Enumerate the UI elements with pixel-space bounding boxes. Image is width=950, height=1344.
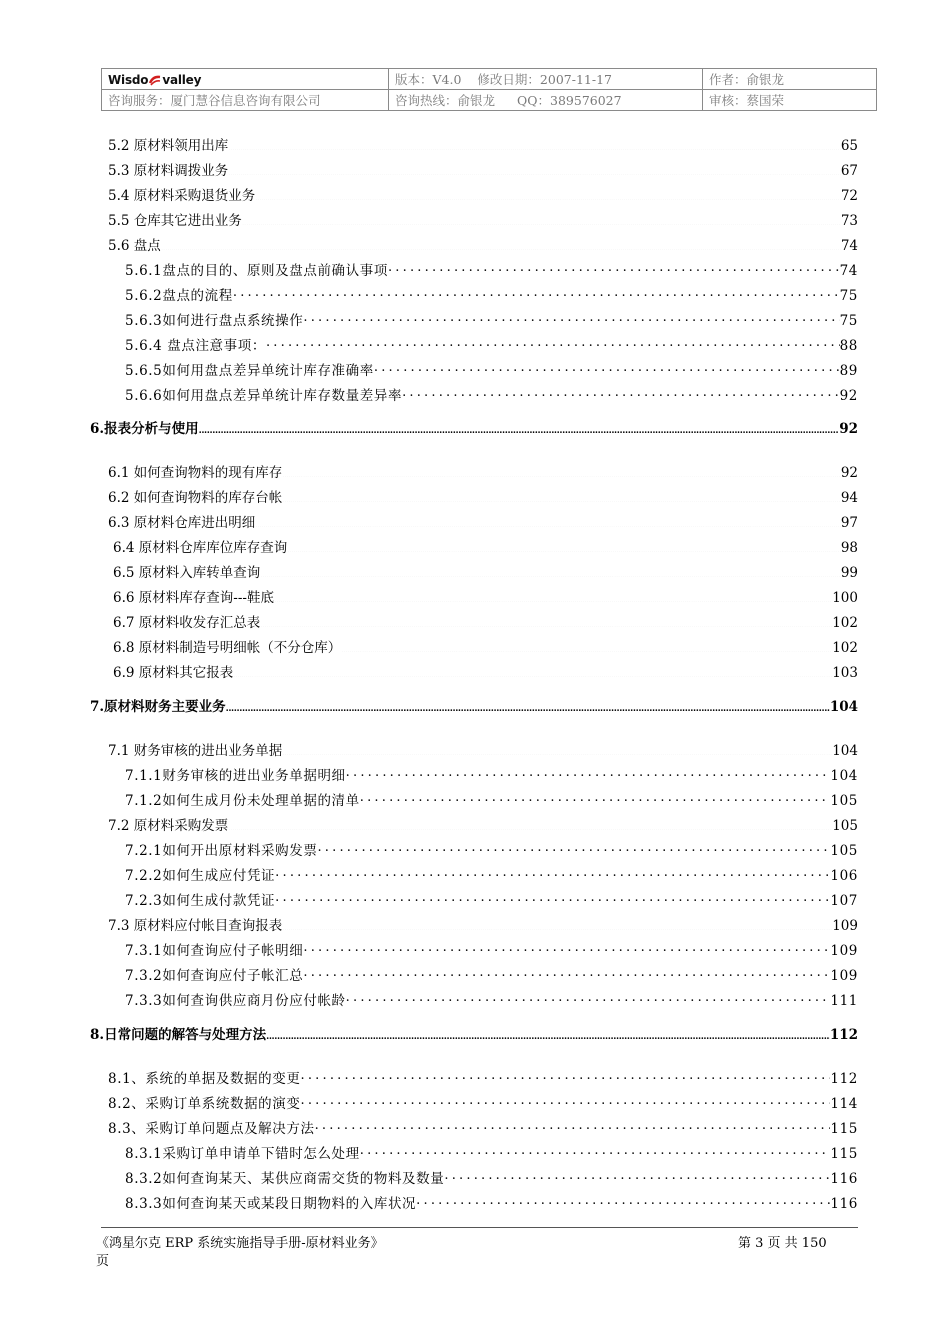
toc-dot-leader bbox=[266, 1027, 830, 1039]
toc-entry-page: 99 bbox=[840, 565, 858, 581]
toc-entry-title: 5.6.4 盘点注意事项： bbox=[125, 338, 266, 354]
footer-page-info: 第 3 页 共 150 bbox=[738, 1236, 827, 1251]
toc-entry[interactable] bbox=[108, 159, 858, 179]
toc-entry[interactable] bbox=[113, 536, 858, 556]
toc-entry[interactable] bbox=[125, 334, 858, 354]
toc-entry[interactable] bbox=[125, 309, 858, 329]
toc-entry[interactable] bbox=[90, 417, 858, 437]
toc-entry-page: 105 bbox=[832, 818, 858, 834]
toc-entry-title: 7.1 财务审核的进出业务单据 bbox=[108, 743, 283, 759]
toc-entry-title: 5.6.5如何用盘点差异单统计库存准确率 bbox=[125, 363, 374, 379]
reviewer-text: 审核：蔡国荣 bbox=[709, 93, 785, 108]
toc-entry[interactable] bbox=[113, 586, 858, 606]
toc-entry-page: 75 bbox=[839, 313, 858, 329]
toc-entry-page: 74 bbox=[840, 238, 858, 254]
toc-entry[interactable] bbox=[125, 964, 858, 984]
toc-entry-page: 116 bbox=[830, 1171, 858, 1187]
toc-dot-leader bbox=[360, 1146, 831, 1158]
toc-dot-leader bbox=[287, 540, 841, 552]
toc-entry-page: 115 bbox=[830, 1146, 858, 1162]
toc-dot-leader bbox=[303, 313, 839, 325]
footer-doc-title: 《鸿星尔克 ERP 系统实施指导手册-原材料业务》 bbox=[96, 1236, 384, 1251]
toc-entry-page: 116 bbox=[830, 1196, 858, 1212]
toc-entry-page: 104 bbox=[830, 768, 858, 784]
toc-entry-page: 89 bbox=[839, 363, 858, 379]
toc-dot-leader bbox=[275, 868, 830, 880]
version-text: 版本：V4.0 bbox=[395, 72, 462, 87]
wisdovalley-logo bbox=[108, 73, 201, 87]
toc-entry-title: 5.3 原材料调拨业务 bbox=[108, 163, 229, 179]
toc-dot-leader bbox=[266, 338, 840, 350]
toc-entry-title: 7.2.1如何开出原材料采购发票 bbox=[125, 843, 318, 859]
toc-entry[interactable] bbox=[125, 764, 858, 784]
toc-entry[interactable] bbox=[113, 611, 858, 631]
toc-entry-page: 102 bbox=[832, 640, 858, 656]
toc-entry[interactable] bbox=[108, 739, 858, 759]
toc-dot-leader bbox=[260, 565, 841, 577]
toc-entry-title: 8.3、采购订单问题点及解决方法 bbox=[108, 1121, 315, 1137]
toc-entry-title: 6.5 原材料入库转单查询 bbox=[113, 565, 261, 581]
qq-text: QQ：389576027 bbox=[517, 93, 622, 108]
toc-entry-page: 75 bbox=[839, 288, 858, 304]
toc-entry-page: 102 bbox=[832, 615, 858, 631]
toc-entry-page: 104 bbox=[829, 699, 858, 715]
author-text: 作者：俞银龙 bbox=[709, 72, 785, 87]
toc-entry[interactable] bbox=[113, 636, 858, 656]
toc-entry-page: 88 bbox=[839, 338, 858, 354]
toc-entry-title: 6.7 原材料收发存汇总表 bbox=[113, 615, 261, 631]
toc-entry-title: 5.2 原材料领用出库 bbox=[108, 138, 229, 154]
toc-entry-page: 67 bbox=[840, 163, 858, 179]
header-reviewer-cell bbox=[703, 90, 877, 111]
toc-entry[interactable] bbox=[108, 511, 858, 531]
toc-entry-title: 6.8 原材料制造号明细帐（不分仓库） bbox=[113, 640, 342, 656]
toc-entry-page: 104 bbox=[832, 743, 858, 759]
toc-entry-page: 92 bbox=[839, 421, 858, 437]
toc-dot-leader bbox=[242, 213, 841, 225]
toc-dot-leader bbox=[341, 640, 832, 652]
toc-entry-title: 5.6.6如何用盘点差异单统计库存数量差异率 bbox=[125, 388, 403, 404]
toc-entry[interactable] bbox=[113, 661, 858, 681]
toc-entry[interactable] bbox=[125, 864, 858, 884]
toc-entry-page: 106 bbox=[830, 868, 858, 884]
modified-date-text: 修改日期：2007-11-17 bbox=[477, 72, 612, 87]
header-version-cell bbox=[389, 69, 703, 90]
toc-dot-leader bbox=[360, 793, 831, 805]
toc-entry[interactable] bbox=[125, 1192, 858, 1212]
toc-entry-page: 98 bbox=[840, 540, 858, 556]
toc-entry[interactable] bbox=[125, 789, 858, 809]
toc-dot-leader bbox=[275, 893, 830, 905]
toc-dot-leader bbox=[315, 1121, 831, 1133]
toc-dot-leader bbox=[282, 465, 841, 477]
header-service-cell bbox=[102, 90, 389, 111]
toc-dot-leader bbox=[346, 768, 831, 780]
toc-entry-page: 107 bbox=[830, 893, 858, 909]
toc-entry-title: 6.1 如何查询物料的现有库存 bbox=[108, 465, 283, 481]
toc-entry[interactable] bbox=[90, 1023, 858, 1043]
toc-entry-title: 7.3.2如何查询应付子帐汇总 bbox=[125, 968, 304, 984]
toc-dot-leader bbox=[255, 515, 841, 527]
toc-dot-leader bbox=[317, 843, 830, 855]
toc-dot-leader bbox=[282, 918, 832, 930]
toc-entry-title: 5.6 盘点 bbox=[108, 238, 161, 254]
toc-entry[interactable] bbox=[125, 359, 858, 379]
toc-dot-leader bbox=[233, 665, 832, 677]
toc-entry[interactable] bbox=[108, 1117, 858, 1137]
toc-dot-leader bbox=[161, 238, 841, 250]
toc-entry-page: 112 bbox=[830, 1071, 858, 1087]
toc-entry-page: 92 bbox=[839, 388, 858, 404]
toc-dot-leader bbox=[255, 188, 841, 200]
toc-entry[interactable] bbox=[108, 814, 858, 834]
toc-entry[interactable] bbox=[108, 1067, 858, 1087]
footer-page-suffix: 页 bbox=[96, 1254, 110, 1269]
toc-entry-title: 8.3.2如何查询某天、某供应商需交货的物料及数量 bbox=[125, 1171, 445, 1187]
toc-entry-page: 114 bbox=[830, 1096, 858, 1112]
toc-entry-page: 65 bbox=[840, 138, 858, 154]
logo-text-left: Wisdo bbox=[108, 72, 149, 87]
toc-entry-page: 97 bbox=[840, 515, 858, 531]
header-hotline-cell bbox=[389, 90, 703, 111]
toc-entry[interactable] bbox=[108, 209, 858, 229]
toc-entry-page: 74 bbox=[839, 263, 858, 279]
header-table bbox=[101, 68, 877, 111]
toc-dot-leader bbox=[346, 993, 831, 1005]
toc-entry[interactable] bbox=[108, 461, 858, 481]
toc-dot-leader bbox=[199, 421, 840, 433]
toc-entry-title: 7.2 原材料采购发票 bbox=[108, 818, 229, 834]
toc-entry[interactable] bbox=[125, 889, 858, 909]
hotline-text: 咨询热线：俞银龙 bbox=[395, 93, 496, 108]
toc-entry-title: 8.日常问题的解答与处理方法 bbox=[90, 1027, 267, 1043]
toc-entry-title: 5.6.1盘点的目的、原则及盘点前确认事项 bbox=[125, 263, 388, 279]
header-author-cell bbox=[703, 69, 877, 90]
toc-dot-leader bbox=[300, 1096, 830, 1108]
toc-entry-title: 5.6.3如何进行盘点系统操作 bbox=[125, 313, 304, 329]
toc-dot-leader bbox=[282, 490, 841, 502]
toc-entry-page: 92 bbox=[840, 465, 858, 481]
toc-entry-title: 7.3.3如何查询供应商月份应付帐龄 bbox=[125, 993, 346, 1009]
footer-rule bbox=[101, 1227, 858, 1228]
header-logo-cell bbox=[102, 69, 389, 90]
toc-entry-page: 103 bbox=[832, 665, 858, 681]
toc-entry[interactable] bbox=[125, 259, 858, 279]
toc-entry-title: 6.报表分析与使用 bbox=[90, 421, 199, 437]
toc-entry-title: 8.2、采购订单系统数据的演变 bbox=[108, 1096, 301, 1112]
toc-entry-page: 94 bbox=[840, 490, 858, 506]
toc-entry-title: 5.6.2盘点的流程 bbox=[125, 288, 233, 304]
toc-dot-leader bbox=[388, 263, 840, 275]
toc-entry[interactable] bbox=[108, 234, 858, 254]
toc-entry[interactable] bbox=[108, 134, 858, 154]
toc-dot-leader bbox=[228, 163, 841, 175]
toc-dot-leader bbox=[416, 1196, 830, 1208]
service-text: 咨询服务：厦门慧谷信息咨询有限公司 bbox=[108, 93, 321, 108]
toc-dot-leader bbox=[444, 1171, 830, 1183]
toc-entry-title: 6.2 如何查询物料的库存台帐 bbox=[108, 490, 283, 506]
toc-entry-title: 8.3.3如何查询某天或某段日期物料的入库状况 bbox=[125, 1196, 417, 1212]
toc-entry[interactable] bbox=[125, 1167, 858, 1187]
toc-entry-title: 5.4 原材料采购退货业务 bbox=[108, 188, 256, 204]
toc-entry-page: 111 bbox=[830, 993, 858, 1009]
toc-entry-title: 7.1.2如何生成月份未处理单据的清单 bbox=[125, 793, 360, 809]
toc-entry-title: 6.3 原材料仓库进出明细 bbox=[108, 515, 256, 531]
toc-entry-page: 105 bbox=[830, 793, 858, 809]
toc-entry-page: 112 bbox=[829, 1027, 858, 1043]
toc-entry-title: 5.5 仓库其它进出业务 bbox=[108, 213, 242, 229]
logo-swirl-icon bbox=[149, 74, 161, 86]
toc-dot-leader bbox=[282, 743, 832, 755]
toc-entry[interactable] bbox=[108, 184, 858, 204]
toc-entry[interactable] bbox=[108, 1092, 858, 1112]
toc-entry[interactable] bbox=[108, 486, 858, 506]
toc-dot-leader bbox=[228, 818, 832, 830]
toc-dot-leader bbox=[260, 615, 832, 627]
toc-entry-title: 7.2.2如何生成应付凭证 bbox=[125, 868, 276, 884]
logo-text-right: valley bbox=[162, 72, 202, 87]
toc-dot-leader bbox=[233, 288, 840, 300]
toc-entry-title: 7.3 原材料应付帐目查询报表 bbox=[108, 918, 283, 934]
toc-entry-page: 73 bbox=[840, 213, 858, 229]
toc-dot-leader bbox=[274, 590, 832, 602]
toc-entry-title: 7.1.1财务审核的进出业务单据明细 bbox=[125, 768, 346, 784]
toc-dot-leader bbox=[303, 968, 830, 980]
toc-dot-leader bbox=[228, 138, 841, 150]
toc-entry[interactable] bbox=[125, 939, 858, 959]
toc-dot-leader bbox=[226, 699, 830, 711]
toc-entry-title: 7.原材料财务主要业务 bbox=[90, 699, 226, 715]
toc-entry-title: 6.4 原材料仓库库位库存查询 bbox=[113, 540, 288, 556]
toc-entry-title: 7.3.1如何查询应付子帐明细 bbox=[125, 943, 304, 959]
toc-entry[interactable] bbox=[125, 1142, 858, 1162]
toc-entry-title: 8.3.1采购订单申请单下错时怎么处理 bbox=[125, 1146, 360, 1162]
toc-dot-leader bbox=[402, 388, 840, 400]
toc-entry-title: 8.1、系统的单据及数据的变更 bbox=[108, 1071, 301, 1087]
toc-entry[interactable] bbox=[125, 839, 858, 859]
toc-entry-title: 6.9 原材料其它报表 bbox=[113, 665, 234, 681]
toc-dot-leader bbox=[300, 1071, 830, 1083]
toc-entry[interactable] bbox=[113, 561, 858, 581]
toc-entry-page: 109 bbox=[830, 968, 858, 984]
toc-entry[interactable] bbox=[108, 914, 858, 934]
toc-entry-page: 105 bbox=[830, 843, 858, 859]
toc-dot-leader bbox=[374, 363, 840, 375]
toc-entry-page: 100 bbox=[832, 590, 858, 606]
toc-entry-page: 109 bbox=[832, 918, 858, 934]
toc-entry-title: 7.2.3如何生成付款凭证 bbox=[125, 893, 276, 909]
toc-entry[interactable] bbox=[90, 695, 858, 715]
toc-entry-page: 72 bbox=[840, 188, 858, 204]
toc-entry-title: 6.6 原材料库存查询---鞋底 bbox=[113, 590, 274, 606]
toc-entry[interactable] bbox=[125, 989, 858, 1009]
toc-dot-leader bbox=[303, 943, 830, 955]
toc-entry[interactable] bbox=[125, 384, 858, 404]
toc-entry-page: 109 bbox=[830, 943, 858, 959]
toc-entry[interactable] bbox=[125, 284, 858, 304]
toc-entry-page: 115 bbox=[830, 1121, 858, 1137]
